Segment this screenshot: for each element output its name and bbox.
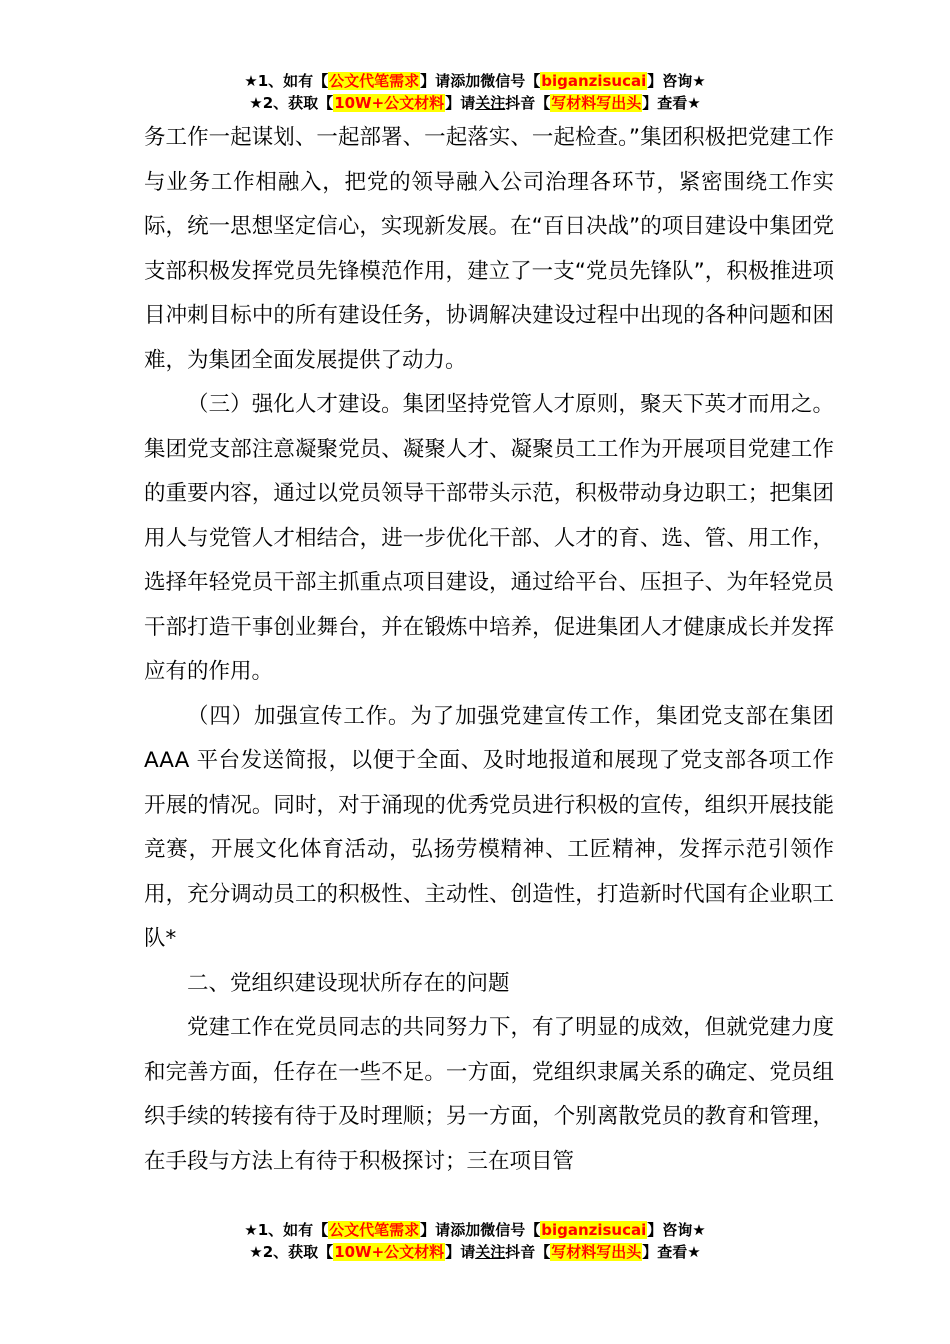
promo-text: 】咨询★ bbox=[647, 72, 706, 90]
promo-highlight: 10W+公文材料 bbox=[334, 1243, 445, 1261]
wechat-id-highlight: biganzisucai bbox=[541, 1221, 647, 1239]
promo-text: 微信号【 bbox=[480, 1221, 541, 1239]
promo-text: 抖音【 bbox=[505, 94, 551, 112]
promo-text: ★1、如有【 bbox=[244, 72, 329, 90]
promo-emphasis: 关注 bbox=[475, 94, 506, 112]
douyin-account-highlight: 写材料写出头 bbox=[551, 94, 642, 112]
promo-line-2 bbox=[0, 1241, 950, 1263]
body-paragraph: 党建工作在党员同志的共同努力下，有了明显的成效，但就党建力度和完善方面，任存在一些不足。一方面，党组织隶属关系的确定、党员组织手续的转接有待于及时理顺；另一方面，个别离散党员的教育和管理，在手段与方法上有待于积极探讨；三在项目管 bbox=[144, 1015, 834, 1174]
promo-banner-bottom bbox=[0, 1219, 950, 1263]
promo-emphasis: 关注 bbox=[475, 1243, 506, 1261]
promo-banner-top bbox=[0, 70, 950, 114]
body-paragraph: （四）加强宣传工作。为了加强党建宣传工作，集团党支部在集团 AAA 平台发送简报，以便于全面、及时地报道和展现了党支部各项工作开展的情况。同时，对于涌现的优秀党员进行积极的宣传，组织开展技能竞赛，开展文化体育活动，弘扬劳模精神、工匠精神，发挥示范引领作用，充分调动员工的积极性、主动性、创造性，打造新时代国有企业职工队* bbox=[144, 703, 834, 951]
promo-text: 】请 bbox=[445, 94, 476, 112]
promo-line-1 bbox=[0, 1219, 950, 1241]
promo-emphasis: 添加 bbox=[450, 72, 481, 90]
promo-text: 】请 bbox=[420, 1221, 451, 1239]
douyin-account-highlight: 写材料写出头 bbox=[551, 1243, 642, 1261]
body-paragraph: 务工作一起谋划、一起部署、一起落实、一起检查。”集团积极把党建工作与业务工作相融入，把党的领导融入公司治理各环节，紧密围绕工作实际，统一思想坚定信心，实现新发展。在“百日决战”的项目建设中集团党支部积极发挥党员先锋模范作用，建立了一支“党员先锋队”，积极推进项目冲刺目标中的所有建设任务，协调解决建设过程中出现的各种问题和困难，为集团全面发展提供了动力。 bbox=[144, 125, 834, 373]
section-heading: 二、党组织建设现状所存在的问题 bbox=[187, 970, 510, 996]
promo-text: 】查看★ bbox=[642, 1243, 701, 1261]
promo-text: 微信号【 bbox=[480, 72, 541, 90]
wechat-id-highlight: biganzisucai bbox=[541, 72, 647, 90]
promo-emphasis: 添加 bbox=[450, 1221, 481, 1239]
promo-highlight: 10W+公文材料 bbox=[334, 94, 445, 112]
promo-text: 抖音【 bbox=[505, 1243, 551, 1261]
promo-line-1 bbox=[0, 70, 950, 92]
promo-highlight: 公文代笔需求 bbox=[329, 72, 420, 90]
promo-text: ★2、获取【 bbox=[249, 1243, 334, 1261]
promo-line-2 bbox=[0, 92, 950, 114]
promo-text: ★1、如有【 bbox=[244, 1221, 329, 1239]
promo-text: ★2、获取【 bbox=[249, 94, 334, 112]
promo-text: 】查看★ bbox=[642, 94, 701, 112]
promo-text: 】请 bbox=[445, 1243, 476, 1261]
promo-text: 】咨询★ bbox=[647, 1221, 706, 1239]
document-body bbox=[144, 116, 834, 1184]
body-paragraph: （三）强化人才建设。集团坚持党管人才原则，聚天下英才而用之。集团党支部注意凝聚党员、凝聚人才、凝聚员工工作为开展项目党建工作的重要内容，通过以党员领导干部带头示范，积极带动身边职工；把集团用人与党管人才相结合，进一步优化干部、人才的育、选、管、用工作，选择年轻党员干部主抓重点项目建设，通过给平台、压担子、为年轻党员干部打造干事创业舞台，并在锻炼中培养，促进集团人才健康成长并发挥应有的作用。 bbox=[144, 392, 834, 684]
promo-text: 】请 bbox=[420, 72, 451, 90]
promo-highlight: 公文代笔需求 bbox=[329, 1221, 420, 1239]
